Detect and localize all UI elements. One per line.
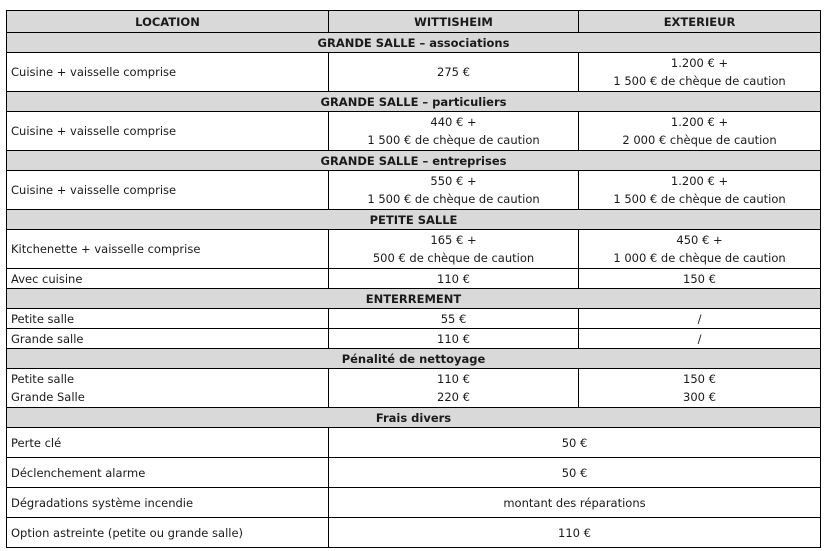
location-cell-line: Cuisine + vaisselle comprise — [11, 183, 177, 197]
wittisheim-cell-line: 1 500 € de chèque de caution — [367, 192, 540, 206]
wittisheim-cell — [329, 329, 579, 349]
exterieur-cell-line: 150 € — [683, 271, 716, 286]
wittisheim-cell-line: 110 € — [437, 372, 470, 386]
table-row — [7, 309, 821, 329]
location-cell-line: Avec cuisine — [11, 271, 83, 286]
exterieur-cell-line: / — [697, 311, 702, 326]
section-title: GRANDE SALLE – particuliers — [7, 92, 821, 112]
location-cell-line: Kitchenette + vaisselle comprise — [11, 242, 201, 256]
wittisheim-cell-line: 110 € — [437, 271, 470, 286]
exterieur-cell — [579, 369, 821, 408]
header-exterieur: EXTERIEUR — [579, 11, 821, 33]
exterieur-cell — [579, 171, 821, 210]
location-cell — [7, 269, 329, 289]
section-header-row — [7, 349, 821, 369]
exterieur-cell-line: 2 000 € chèque de caution — [622, 133, 777, 147]
wittisheim-cell-line: 550 € + — [430, 174, 477, 188]
wittisheim-cell-line: 1 500 € de chèque de caution — [367, 133, 540, 147]
location-cell-line: Grande Salle — [11, 390, 85, 404]
section-header-row — [7, 92, 821, 112]
exterieur-cell-line: / — [697, 331, 702, 346]
exterieur-cell — [579, 329, 821, 349]
wittisheim-cell-line: 165 € + — [430, 233, 477, 247]
wittisheim-cell — [329, 309, 579, 329]
location-cell-line: Perte clé — [11, 435, 62, 450]
exterieur-cell-line: 1 500 € de chèque de caution — [613, 74, 786, 88]
section-header-row — [7, 289, 821, 309]
wittisheim-cell-line: 500 € de chèque de caution — [372, 251, 535, 265]
wittisheim-cell-line: 440 € + — [430, 115, 477, 129]
location-cell-line: Déclenchement alarme — [11, 465, 146, 480]
location-cell — [7, 171, 329, 210]
wittisheim-cell — [329, 171, 579, 210]
section-title: Frais divers — [7, 408, 821, 428]
location-cell — [7, 428, 329, 458]
location-cell — [7, 53, 329, 92]
exterieur-cell-line: 450 € + — [676, 233, 723, 247]
exterieur-cell-line: 1.200 € + — [670, 174, 729, 188]
wittisheim-cell — [329, 53, 579, 92]
price-cell-merged: 110 € — [329, 518, 821, 548]
price-cell-merged: montant des réparations — [329, 488, 821, 518]
table-row — [7, 369, 821, 408]
table-row — [7, 53, 821, 92]
location-cell-line: Dégradations système incendie — [11, 495, 194, 510]
location-cell-line: Petite salle — [11, 372, 75, 386]
wittisheim-cell-line: 275 € — [437, 65, 470, 79]
exterieur-cell — [579, 269, 821, 289]
exterieur-cell-line: 1 000 € de chèque de caution — [613, 251, 786, 265]
location-cell — [7, 230, 329, 269]
exterieur-cell — [579, 309, 821, 329]
section-header-row — [7, 33, 821, 53]
section-header-row — [7, 408, 821, 428]
exterieur-cell — [579, 230, 821, 269]
section-header-row — [7, 151, 821, 171]
table-body — [7, 33, 821, 548]
location-cell-line: Option astreinte (petite ou grande salle) — [11, 525, 244, 540]
header-row — [7, 11, 821, 33]
location-cell-line: Cuisine + vaisselle comprise — [11, 65, 177, 79]
wittisheim-cell — [329, 112, 579, 151]
table-row — [7, 112, 821, 151]
wittisheim-cell — [329, 269, 579, 289]
location-cell-line: Petite salle — [11, 311, 75, 326]
location-cell — [7, 458, 329, 488]
location-cell — [7, 112, 329, 151]
location-cell-line: Grande salle — [11, 331, 84, 346]
wittisheim-cell-line: 220 € — [437, 390, 470, 404]
wittisheim-cell — [329, 369, 579, 408]
price-cell-merged: 50 € — [329, 428, 821, 458]
exterieur-cell-line: 1 500 € de chèque de caution — [613, 192, 786, 206]
tarif-table — [6, 10, 821, 548]
header-location: LOCATION — [7, 11, 329, 33]
location-cell — [7, 369, 329, 408]
exterieur-cell — [579, 53, 821, 92]
table-row — [7, 269, 821, 289]
header-wittisheim: WITTISHEIM — [329, 11, 579, 33]
section-title: ENTERREMENT — [7, 289, 821, 309]
table-row — [7, 518, 821, 548]
wittisheim-cell-line: 110 € — [437, 331, 470, 346]
table-row — [7, 458, 821, 488]
price-cell-merged: 50 € — [329, 458, 821, 488]
location-cell — [7, 488, 329, 518]
location-cell-line: Cuisine + vaisselle comprise — [11, 124, 177, 138]
exterieur-cell-line: 150 € — [683, 372, 716, 386]
exterieur-cell-line: 300 € — [683, 390, 716, 404]
table-row — [7, 171, 821, 210]
wittisheim-cell-line: 55 € — [440, 311, 467, 326]
exterieur-cell — [579, 112, 821, 151]
section-title: GRANDE SALLE – associations — [7, 33, 821, 53]
wittisheim-cell — [329, 230, 579, 269]
section-title: GRANDE SALLE – entreprises — [7, 151, 821, 171]
location-cell — [7, 518, 329, 548]
exterieur-cell-line: 1.200 € + — [670, 115, 729, 129]
location-cell — [7, 309, 329, 329]
section-header-row — [7, 210, 821, 230]
table-row — [7, 488, 821, 518]
table-row — [7, 230, 821, 269]
location-cell — [7, 329, 329, 349]
table-row — [7, 428, 821, 458]
section-title: PETITE SALLE — [7, 210, 821, 230]
exterieur-cell-line: 1.200 € + — [670, 56, 729, 70]
section-title: Pénalité de nettoyage — [7, 349, 821, 369]
table-row — [7, 329, 821, 349]
